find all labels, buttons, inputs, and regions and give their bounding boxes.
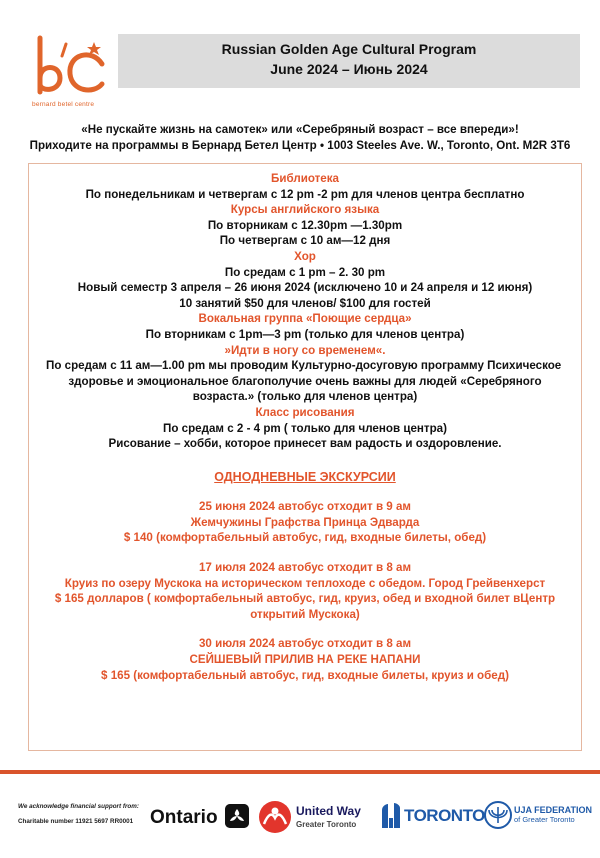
footer-divider <box>0 770 600 774</box>
program-list <box>28 171 582 683</box>
united-way-logo <box>296 805 361 831</box>
trip1-price: $ 140 (комфортабельный автобус, гид, входные билеты, обед) <box>123 531 487 545</box>
trip1-name: Жемчужины Графства Принца Эдварда <box>190 515 420 529</box>
choir-semester: Новый семестр 3 апреля – 26 июня 2024 (исключено 10 и 24 апреля и 12 июня) <box>77 281 533 295</box>
choir-schedule: По средам с 1 pm – 2. 30 pm <box>224 265 386 279</box>
program-dates: June 2024 – Июнь 2024 <box>270 61 428 77</box>
trip3-date: 30 июля 2024 автобус отходит в 8 ам <box>198 637 412 651</box>
intro-address: Приходите на программы в Бернард Бетел Центр • 1003 Steeles Ave. W., Toronto, Ont. M2R 3T6 <box>29 139 571 152</box>
united-way-region: Greater Toronto <box>296 820 357 829</box>
choir-title: Хор <box>294 249 316 263</box>
intro <box>0 122 600 154</box>
uja-logo <box>514 805 592 825</box>
english-schedule-1: По вторникам с 12.30pm —1.30pm <box>207 218 403 232</box>
times-desc-3: возраста.» (только для членов центра) <box>192 390 418 404</box>
bc-logo-icon <box>32 34 112 108</box>
times-desc-2: здоровье и эмоциональное благополучие очень важны для людей «Серебряного <box>68 374 542 388</box>
acknowledgement: We acknowledge financial support from: <box>18 803 139 810</box>
toronto-logo-text: TORONTO <box>404 806 485 825</box>
toronto-city-hall-icon <box>380 802 402 830</box>
charitable-number: Charitable number 11921 5697 RR0001 <box>18 818 134 825</box>
vocal-title: Вокальная группа «Поющие сердца» <box>198 312 412 326</box>
drawing-desc: Рисование – хобби, которое принесет вам радость и оздоровление. <box>108 437 502 451</box>
intro-slogan: «Не пускайте жизнь на самотек» или «Серебряный возраст – все впереди»! <box>81 123 519 136</box>
vocal-schedule: По вторникам с 1pm—3 pm (только для членов центра) <box>145 327 465 341</box>
drawing-schedule: По средам с 2 - 4 pm ( только для членов центра) <box>163 421 447 435</box>
uja-menorah-icon <box>484 801 512 829</box>
united-way-name: United Way <box>296 804 361 818</box>
times-desc-1: По средам с 11 ам—1.00 pm мы проводим Культурно-досуговую программу Психическое <box>46 359 562 373</box>
program-title: Russian Golden Age Cultural Program <box>221 41 477 57</box>
logo-subtitle: bernard betel centre <box>32 101 95 108</box>
excursions-title: ОДНОДНЕВНЫЕ ЭКСКУРСИИ <box>214 469 396 484</box>
drawing-title: Класс рисования <box>255 405 355 419</box>
choir-price: 10 занятий $50 для членов/ $100 для гостей <box>179 296 431 310</box>
uja-region: of Greater Toronto <box>514 815 575 824</box>
header-box <box>118 34 580 88</box>
library-schedule: По понедельникам и четвергам с 12 pm -2 pm для членов центра бесплатно <box>85 187 525 201</box>
times-title: »Идти в ногу со временем«. <box>224 343 386 357</box>
ontario-logo-text: Ontario <box>150 807 218 828</box>
ontario-trillium-icon <box>225 804 249 828</box>
library-title: Библиотека <box>271 172 339 185</box>
uja-name: UJA FEDERATION <box>514 805 593 815</box>
trip3-name: СЕЙШЕВЫЙ ПРИЛИВ НА РЕКЕ НАПАНИ <box>189 653 421 667</box>
trip2-name: Круиз по озеру Мускока на историческом теплоходе с обедом. Город Грейвенхерст <box>64 576 546 590</box>
trip2-date: 17 июля 2024 автобус отходит в 8 ам <box>198 561 412 575</box>
trip3-price: $ 165 (комфортабельный автобус, гид, входные билеты, круиз и обед) <box>101 668 509 682</box>
english-schedule-2: По четвергам с 10 ам—12 дня <box>219 234 391 248</box>
trip2-price-cont: открытий Мускока) <box>250 607 360 621</box>
trip2-price: $ 165 долларов ( комфортабельный автобус, гид, круиз, обед и входной билет вЦентр <box>54 592 556 606</box>
english-title: Курсы английского языка <box>230 203 380 217</box>
trip1-date: 25 июня 2024 автобус отходит в 9 ам <box>199 500 411 514</box>
united-way-icon <box>258 800 292 834</box>
